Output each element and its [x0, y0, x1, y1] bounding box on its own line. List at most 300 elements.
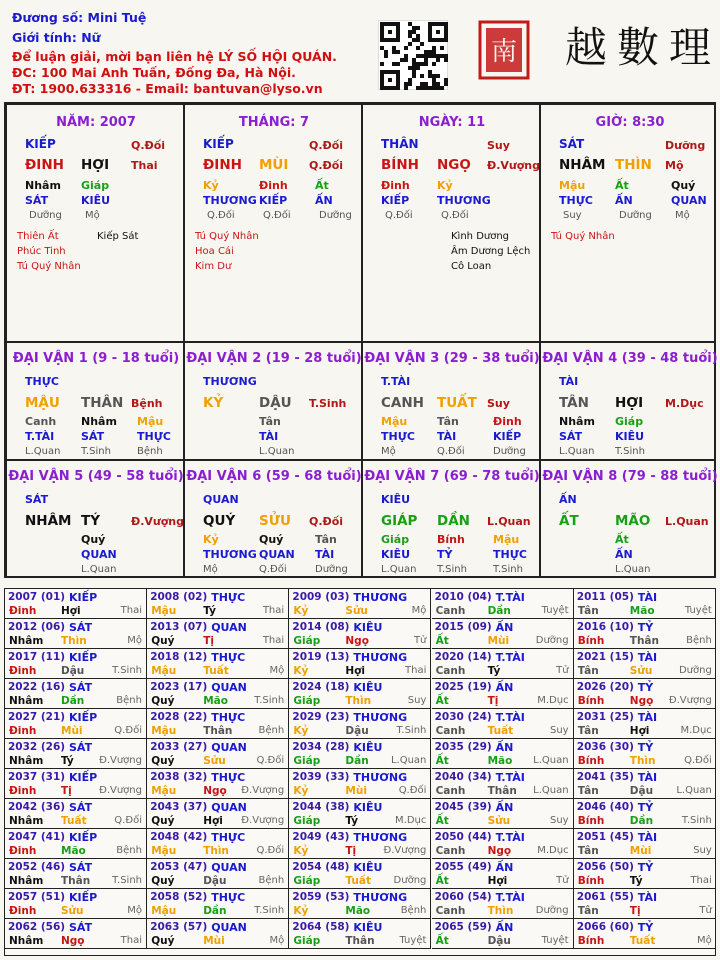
year-label: 2054 (48) [292, 861, 350, 873]
year-star: TỶ [637, 741, 654, 754]
year-label: 2060 (54) [434, 891, 492, 903]
hidden-stem: Mậu [137, 415, 164, 428]
year-cell[interactable] [289, 859, 431, 889]
life-stage: L.Quan [259, 446, 295, 457]
year-cell[interactable] [432, 859, 574, 889]
ten-god: THƯƠNG [437, 194, 491, 207]
dai-van-chi: MÃO [615, 513, 651, 529]
hidden-stem: Ất [315, 179, 329, 192]
year-cell[interactable] [147, 679, 289, 709]
year-life-stage: Mộ [269, 935, 285, 946]
year-chi: Mão [203, 695, 228, 707]
year-cell[interactable] [432, 709, 574, 739]
year-label: 2039 (33) [292, 771, 350, 783]
pillar-right: Thai [131, 159, 158, 172]
year-label: 2009 (03) [292, 591, 350, 603]
dai-van-can: MẬU [25, 395, 60, 411]
ten-god: ẤN [615, 194, 633, 207]
spirit-star: Thiên Ất [17, 231, 59, 242]
year-star: THƯƠNG [353, 771, 408, 784]
year-label: 2059 (53) [292, 891, 350, 903]
year-star: TÀI [637, 651, 658, 664]
year-cell[interactable] [147, 769, 289, 799]
year-can: Quý [151, 755, 175, 767]
life-stage: Mộ [85, 210, 100, 221]
year-can: Kỷ [293, 665, 309, 677]
year-can: Mậu [151, 665, 177, 677]
year-cell[interactable] [289, 919, 431, 949]
year-life-stage: T.Sinh [254, 905, 285, 916]
year-can: Giáp [293, 935, 321, 947]
dai-van-title: ĐẠI VẬN 4 (39 - 48 tuổi) [542, 351, 718, 366]
year-cell[interactable] [432, 679, 574, 709]
dai-van-can: TÂN [559, 395, 589, 411]
year-cell[interactable] [289, 799, 431, 829]
year-can: Bính [577, 755, 605, 767]
year-chi: Tuất [629, 935, 656, 947]
year-can: Mậu [151, 845, 177, 857]
year-star: KIÊU [353, 801, 383, 814]
year-cell[interactable] [5, 829, 147, 859]
year-star: THƯƠNG [353, 651, 408, 664]
ten-god: SÁT [81, 430, 105, 443]
ten-god: THƯƠNG [203, 194, 257, 207]
year-label: 2047 (41) [8, 831, 66, 843]
year-life-stage: Thai [262, 605, 285, 616]
hidden-stem: Quý [259, 533, 284, 546]
pillar-top-star: THÂN [381, 137, 419, 151]
year-star: KIÊU [353, 861, 383, 874]
year-chi: Tý [203, 605, 216, 617]
year-life-stage: Q.Đối [398, 785, 427, 796]
year-label: 2026 (20) [576, 681, 634, 693]
year-label: 2051 (45) [576, 831, 634, 843]
year-can: Canh [435, 665, 466, 677]
year-can: Ất [435, 635, 449, 647]
hidden-stem: Đinh [259, 179, 288, 192]
dai-van-star: THỰC [25, 375, 59, 388]
year-chi: Ngọ [345, 635, 369, 647]
year-chi: Mão [487, 755, 513, 767]
pillar-cell [540, 104, 716, 342]
pillar-chi: MÙI [259, 157, 289, 173]
year-chi: Sửu [203, 755, 226, 767]
year-label: 2013 (07) [150, 621, 208, 633]
dai-van-can: QUÝ [203, 513, 236, 529]
year-cell[interactable] [289, 769, 431, 799]
pillar-top-star: SÁT [559, 137, 585, 151]
year-chi: Tý [61, 755, 74, 767]
year-chi: Tuất [487, 725, 514, 737]
year-cell[interactable] [147, 859, 289, 889]
year-star: KIẾP [69, 771, 98, 784]
contact-line: Để luận giải, mời bạn liên hệ LÝ SỐ HỘI QUÁN. [12, 49, 337, 64]
year-cell[interactable] [5, 919, 147, 949]
year-chi: Thìn [629, 755, 656, 767]
year-cell[interactable] [289, 739, 431, 769]
year-star: ẤN [495, 861, 514, 874]
year-label: 2042 (36) [8, 801, 66, 813]
dai-van-star: SÁT [25, 493, 49, 506]
year-chi: Ngọ [203, 785, 227, 797]
year-life-stage: Tuyệt [399, 935, 427, 946]
year-cell[interactable] [147, 919, 289, 949]
life-stage: L.Quan [559, 446, 595, 457]
year-cell[interactable] [289, 589, 431, 619]
year-life-stage: T.Sinh [254, 695, 285, 706]
year-cell[interactable] [432, 739, 574, 769]
year-cell[interactable] [147, 589, 289, 619]
year-life-stage: L.Quan [533, 785, 569, 796]
year-can: Canh [435, 605, 466, 617]
life-stage: Dưỡng [319, 210, 352, 221]
year-chi: Tị [345, 845, 357, 857]
hidden-stem: Giáp [81, 179, 110, 192]
year-life-stage: L.Quan [390, 755, 427, 766]
year-cell[interactable] [5, 739, 147, 769]
year-life-stage: Tuyệt [541, 935, 569, 946]
dai-van-star: QUAN [203, 493, 239, 506]
year-cell[interactable] [574, 679, 716, 709]
year-label: 2025 (19) [434, 681, 492, 693]
chart-grid [4, 102, 716, 578]
year-cell[interactable] [5, 889, 147, 919]
dai-van-right: Q.Đối [309, 515, 344, 528]
hidden-stem: Mậu [381, 415, 408, 428]
ten-god: KIẾP [259, 194, 288, 207]
year-cell[interactable] [289, 829, 431, 859]
year-can: Quý [151, 815, 175, 827]
ten-god: ẤN [315, 194, 333, 207]
year-chi: Mão [345, 905, 371, 917]
year-life-stage: Q.Đối [114, 815, 142, 826]
dai-van-cell [362, 460, 540, 578]
year-can: Kỷ [293, 905, 309, 917]
year-chi: Hợi [345, 665, 365, 677]
hidden-stem: Quý [81, 533, 106, 546]
hidden-stem: Canh [25, 415, 57, 428]
year-star: TÀI [637, 591, 658, 604]
hidden-stem: Quý [671, 179, 696, 192]
year-can: Đinh [9, 845, 37, 857]
year-life-stage: Đ.Vượng [383, 845, 427, 856]
year-star: THỰC [211, 891, 246, 904]
year-cell[interactable] [574, 859, 716, 889]
year-life-stage: Suy [407, 695, 427, 706]
year-chi: Ngọ [61, 935, 85, 947]
year-cell[interactable] [5, 589, 147, 619]
year-can: Đinh [9, 665, 37, 677]
pillar-top-right: Dưỡng [665, 139, 706, 152]
year-life-stage: Q.Đối [684, 755, 712, 766]
year-life-stage: Thai [120, 605, 142, 616]
ten-god: TỶ [437, 548, 453, 561]
year-life-stage: Dưỡng [678, 665, 712, 676]
ten-god: TÀI [315, 548, 335, 561]
year-cell[interactable] [147, 619, 289, 649]
year-cell[interactable] [432, 589, 574, 619]
year-life-stage: Thai [262, 635, 285, 646]
seal-logo [478, 14, 718, 92]
dai-van-cell [184, 460, 362, 578]
year-cell[interactable] [147, 889, 289, 919]
year-life-stage: Bệnh [258, 875, 285, 886]
year-cell[interactable] [289, 889, 431, 919]
year-cell[interactable] [574, 889, 716, 919]
year-cell[interactable] [574, 619, 716, 649]
pillar-can: NHÂM [559, 157, 606, 173]
pillar-chi: NGỌ [437, 157, 471, 173]
year-can: Tân [577, 905, 599, 917]
year-label: 2011 (05) [576, 591, 634, 603]
year-label: 2029 (23) [292, 711, 350, 723]
life-stage: Dưỡng [29, 210, 62, 221]
year-star: TỶ [637, 621, 654, 634]
year-star: ẤN [495, 741, 514, 754]
year-can: Tân [577, 725, 599, 737]
pillar-top-right: Q.Đối [309, 139, 344, 152]
year-label: 2032 (26) [8, 741, 66, 753]
year-cell[interactable] [5, 649, 147, 679]
year-life-stage: T.Sinh [112, 875, 142, 886]
year-star: QUAN [211, 921, 247, 934]
hidden-stem: Kỷ [437, 179, 453, 192]
year-chi: Sửu [629, 665, 653, 677]
year-cell[interactable] [147, 829, 289, 859]
dai-van-right: L.Quan [665, 515, 709, 528]
year-chi: Tý [487, 665, 501, 677]
year-star: SÁT [69, 921, 93, 934]
year-cell[interactable] [289, 709, 431, 739]
year-cell[interactable] [574, 829, 716, 859]
ten-god: THỰC [559, 194, 593, 207]
year-label: 2015 (09) [434, 621, 492, 633]
spirit-star: Kim Dư [195, 261, 232, 272]
year-chi: Dậu [629, 785, 654, 797]
year-can: Nhâm [9, 875, 44, 887]
year-chi: Tuất [345, 875, 371, 887]
year-star: TÀI [637, 771, 658, 784]
year-can: Kỷ [293, 725, 309, 737]
year-can: Nhâm [9, 635, 44, 647]
life-stage: L.Quan [25, 446, 61, 457]
year-star: KIẾP [69, 651, 98, 664]
year-cell[interactable] [432, 919, 574, 949]
year-cell[interactable] [5, 859, 147, 889]
year-chi: Tuất [203, 665, 229, 677]
year-chi: Sửu [345, 605, 368, 617]
dai-van-star: THƯƠNG [203, 375, 257, 388]
year-can: Quý [151, 875, 175, 887]
year-cell[interactable] [5, 679, 147, 709]
qr-code-icon[interactable] [378, 20, 448, 90]
pillar-can: ĐINH [25, 157, 64, 173]
year-star: QUAN [211, 741, 247, 754]
year-can: Tân [577, 845, 599, 857]
pillar-chi: HỢI [81, 157, 110, 173]
pillar-title: NĂM: 2007 [56, 115, 136, 130]
year-label: 2022 (16) [8, 681, 66, 693]
year-star: T.TÀI [495, 831, 525, 844]
dai-van-cell [540, 460, 716, 578]
svg-text:數: 數 [616, 23, 660, 72]
svg-text:南: 南 [490, 37, 518, 67]
year-chi: Thân [345, 935, 375, 947]
owner-line: Đương số: Mini Tuệ [12, 10, 147, 25]
year-can: Ất [435, 695, 449, 707]
year-life-stage: Bệnh [116, 845, 142, 856]
year-cell[interactable] [5, 619, 147, 649]
year-cell[interactable] [574, 739, 716, 769]
year-chi: Thìn [345, 695, 372, 707]
pillar-can: ĐINH [203, 157, 242, 173]
year-label: 2037 (31) [8, 771, 66, 783]
ten-god: KIẾP [493, 430, 522, 443]
address-line: ĐC: 100 Mai Anh Tuấn, Đống Đa, Hà Nội. [12, 65, 296, 80]
year-cell[interactable] [432, 799, 574, 829]
year-star: THỰC [211, 711, 246, 724]
dai-van-cell [6, 460, 184, 578]
year-label: 2041 (35) [576, 771, 634, 783]
year-can: Bính [577, 695, 605, 707]
life-stage: Dưỡng [619, 210, 652, 221]
year-star: SÁT [69, 621, 93, 634]
year-label: 2064 (58) [292, 921, 350, 933]
year-chi: Ngọ [629, 695, 654, 707]
hidden-stem: Kỷ [203, 179, 219, 192]
pillar-chi: THÌN [615, 157, 652, 173]
life-stage: L.Quan [381, 564, 417, 575]
year-cell[interactable] [432, 889, 574, 919]
year-chi: Hợi [629, 725, 650, 737]
year-chi: Mão [61, 845, 86, 857]
year-star: ẤN [495, 801, 514, 814]
year-cell[interactable] [432, 769, 574, 799]
spirit-star: Hoa Cái [195, 246, 234, 257]
year-life-stage: Thai [405, 665, 427, 676]
year-chi: Thân [487, 785, 517, 797]
dai-van-right: Đ.Vượng [131, 515, 185, 528]
year-cell[interactable] [289, 649, 431, 679]
ten-god: KIÊU [81, 194, 111, 207]
year-cell[interactable] [5, 769, 147, 799]
year-cell[interactable] [574, 709, 716, 739]
year-cell[interactable] [147, 649, 289, 679]
year-can: Giáp [293, 695, 321, 707]
year-can: Quý [151, 695, 175, 707]
year-can: Mậu [151, 905, 177, 917]
year-can: Mậu [151, 785, 177, 797]
dai-van-can: ẤT [559, 513, 579, 529]
year-chi: Tị [61, 785, 72, 797]
year-life-stage: Tử [556, 665, 569, 676]
dai-van-star: ẤN [559, 493, 577, 506]
year-label: 2028 (22) [150, 711, 208, 723]
year-cell[interactable] [432, 829, 574, 859]
year-chi: Tý [345, 815, 359, 827]
year-life-stage: Tử [556, 875, 569, 886]
year-star: KIẾP [69, 831, 98, 844]
year-life-stage: Suy [549, 815, 569, 826]
year-chi: Tý [629, 875, 643, 887]
year-cell[interactable] [574, 769, 716, 799]
year-can: Ất [435, 935, 449, 947]
year-can: Kỷ [293, 785, 309, 797]
year-cell[interactable] [574, 649, 716, 679]
year-chi: Mùi [487, 635, 510, 647]
gender-line: Giới tính: Nữ [12, 30, 101, 45]
year-star: THỰC [211, 771, 246, 784]
year-cell[interactable] [574, 919, 716, 949]
year-can: Đinh [9, 725, 37, 737]
year-can: Canh [435, 845, 466, 857]
year-label: 2065 (59) [434, 921, 492, 933]
life-stage: Dưỡng [493, 446, 526, 457]
hidden-stem: Giáp [615, 415, 644, 428]
year-label: 2024 (18) [292, 681, 350, 693]
year-can: Canh [435, 905, 466, 917]
year-chi: Dậu [203, 875, 227, 887]
year-cell[interactable] [147, 709, 289, 739]
ten-god: THỰC [381, 430, 415, 443]
year-chi: Thìn [203, 845, 229, 857]
year-label: 2018 (12) [150, 651, 208, 663]
year-label: 2050 (44) [434, 831, 492, 843]
year-label: 2053 (47) [150, 861, 208, 873]
year-cell[interactable] [147, 739, 289, 769]
year-cell[interactable] [574, 589, 716, 619]
year-chi: Dần [345, 755, 369, 767]
year-can: Nhâm [9, 695, 44, 707]
year-life-stage: L.Quan [533, 755, 569, 766]
year-chi: Tị [629, 905, 641, 917]
year-life-stage: Dưỡng [535, 635, 569, 646]
ten-god: SÁT [559, 430, 583, 443]
year-life-stage: Q.Đối [114, 725, 142, 736]
year-can: Bính [577, 635, 605, 647]
year-life-stage: L.Quan [676, 785, 712, 796]
dai-van-chi: TÝ [81, 513, 100, 529]
dai-van-right: Bệnh [131, 397, 163, 410]
year-star: QUAN [211, 621, 247, 634]
year-star: KIÊU [353, 681, 383, 694]
year-can: Đinh [9, 785, 37, 797]
year-cell[interactable] [289, 619, 431, 649]
year-star: T.TÀI [495, 771, 525, 784]
dai-van-chi: SỬU [259, 513, 291, 529]
hidden-stem: Giáp [381, 533, 410, 546]
year-cell[interactable] [5, 799, 147, 829]
year-cell[interactable] [5, 709, 147, 739]
year-can: Giáp [293, 875, 321, 887]
ten-god: QUAN [671, 194, 707, 207]
dai-van-title: ĐẠI VẬN 6 (59 - 68 tuổi) [186, 469, 362, 484]
year-life-stage: Đ.Vượng [241, 785, 285, 796]
hidden-stem: Ất [615, 533, 629, 546]
year-cell[interactable] [574, 799, 716, 829]
year-label: 2017 (11) [8, 651, 66, 663]
year-can: Bính [577, 815, 605, 827]
year-star: TÀI [637, 831, 658, 844]
year-cell[interactable] [432, 619, 574, 649]
ten-god: TÀI [437, 430, 457, 443]
year-cell[interactable] [147, 799, 289, 829]
year-chi: Ngọ [487, 845, 512, 857]
year-cell[interactable] [289, 679, 431, 709]
year-life-stage: M.Dục [680, 725, 712, 736]
year-cell[interactable] [432, 649, 574, 679]
year-star: KIÊU [353, 621, 383, 634]
